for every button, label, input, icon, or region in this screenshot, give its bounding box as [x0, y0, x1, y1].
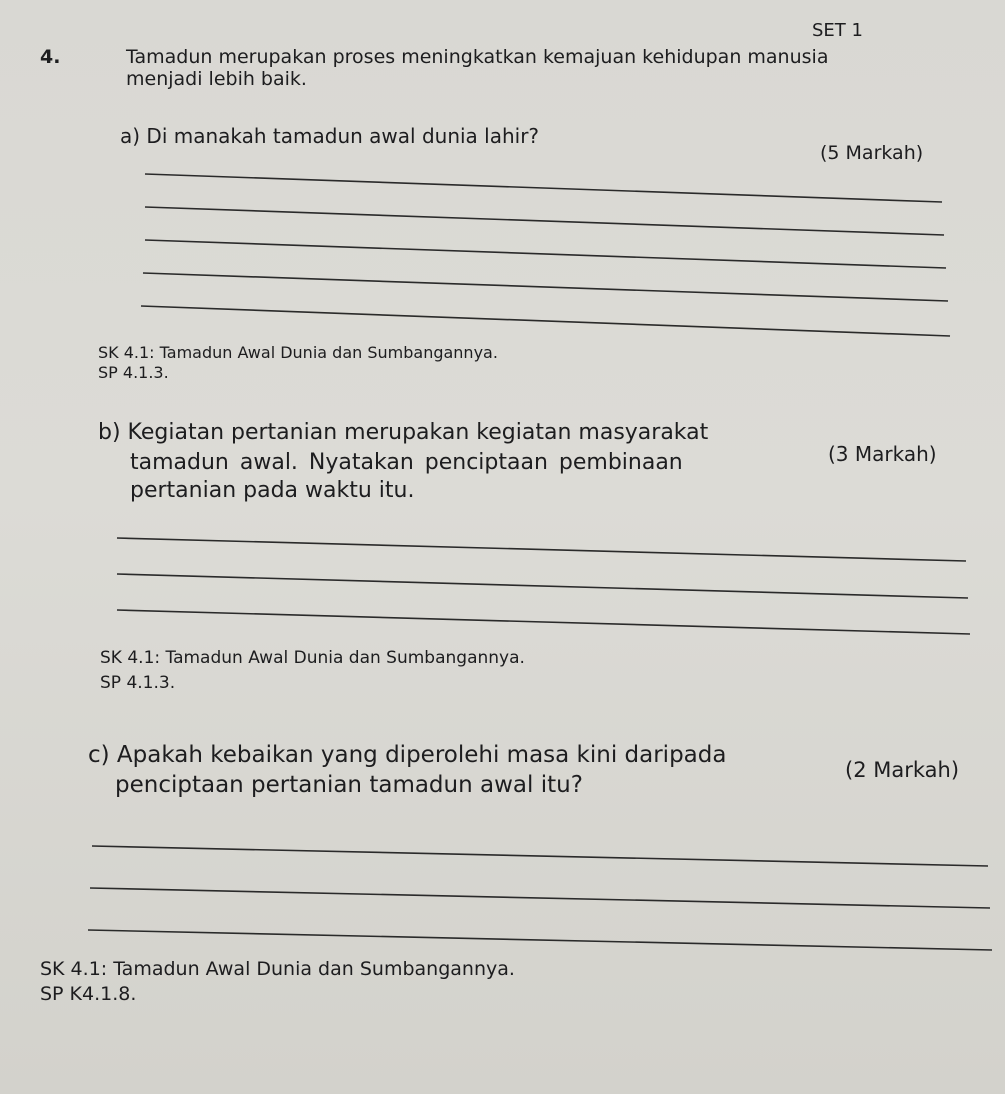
- part-c-ref-sk: SK 4.1: Tamadun Awal Dunia dan Sumbangannya.: [40, 958, 515, 980]
- set-label: SET 1: [812, 20, 863, 41]
- question-number: 4.: [40, 46, 61, 68]
- part-b-marks: (3 Markah): [828, 442, 937, 466]
- part-b-question-line-2: tamadun awal. Nyatakan penciptaan pembinaan: [130, 450, 683, 475]
- part-b-question-line-1: b) Kegiatan pertanian merupakan kegiatan masyarakat: [98, 420, 709, 445]
- answer-line-a1[interactable]: [145, 174, 942, 202]
- part-a-marks: (5 Markah): [820, 142, 924, 164]
- answer-line-c2[interactable]: [90, 888, 990, 908]
- part-b-ref-sp: SP 4.1.3.: [100, 673, 176, 693]
- answer-line-c1[interactable]: [92, 846, 988, 866]
- answer-line-b1[interactable]: [117, 538, 966, 561]
- question-stem-line-1: Tamadun merupakan proses meningkatkan kemajuan kehidupan manusia: [126, 46, 829, 68]
- part-c-ref-sp: SP K4.1.8.: [40, 983, 137, 1005]
- answer-line-a2[interactable]: [145, 207, 944, 235]
- question-stem-line-2: menjadi lebih baik.: [126, 68, 307, 90]
- answer-line-b3[interactable]: [117, 610, 970, 634]
- answer-line-a4[interactable]: [143, 273, 948, 301]
- part-b-question-line-3: pertanian pada waktu itu.: [130, 478, 415, 503]
- part-a-question: a) Di manakah tamadun awal dunia lahir?: [120, 124, 540, 148]
- part-c-question-line-2: penciptaan pertanian tamadun awal itu?: [115, 772, 583, 798]
- answer-line-a3[interactable]: [145, 240, 946, 268]
- part-a-ref-sk: SK 4.1: Tamadun Awal Dunia dan Sumbangannya.: [98, 343, 498, 362]
- answer-line-a5[interactable]: [141, 306, 950, 336]
- answer-line-c3[interactable]: [88, 930, 992, 950]
- part-c-question-line-1: c) Apakah kebaikan yang diperolehi masa kini daripada: [88, 742, 727, 768]
- part-a-ref-sp: SP 4.1.3.: [98, 363, 169, 382]
- part-b-ref-sk: SK 4.1: Tamadun Awal Dunia dan Sumbangannya.: [100, 648, 525, 668]
- answer-line-b2[interactable]: [117, 574, 968, 598]
- part-c-marks: (2 Markah): [845, 758, 960, 782]
